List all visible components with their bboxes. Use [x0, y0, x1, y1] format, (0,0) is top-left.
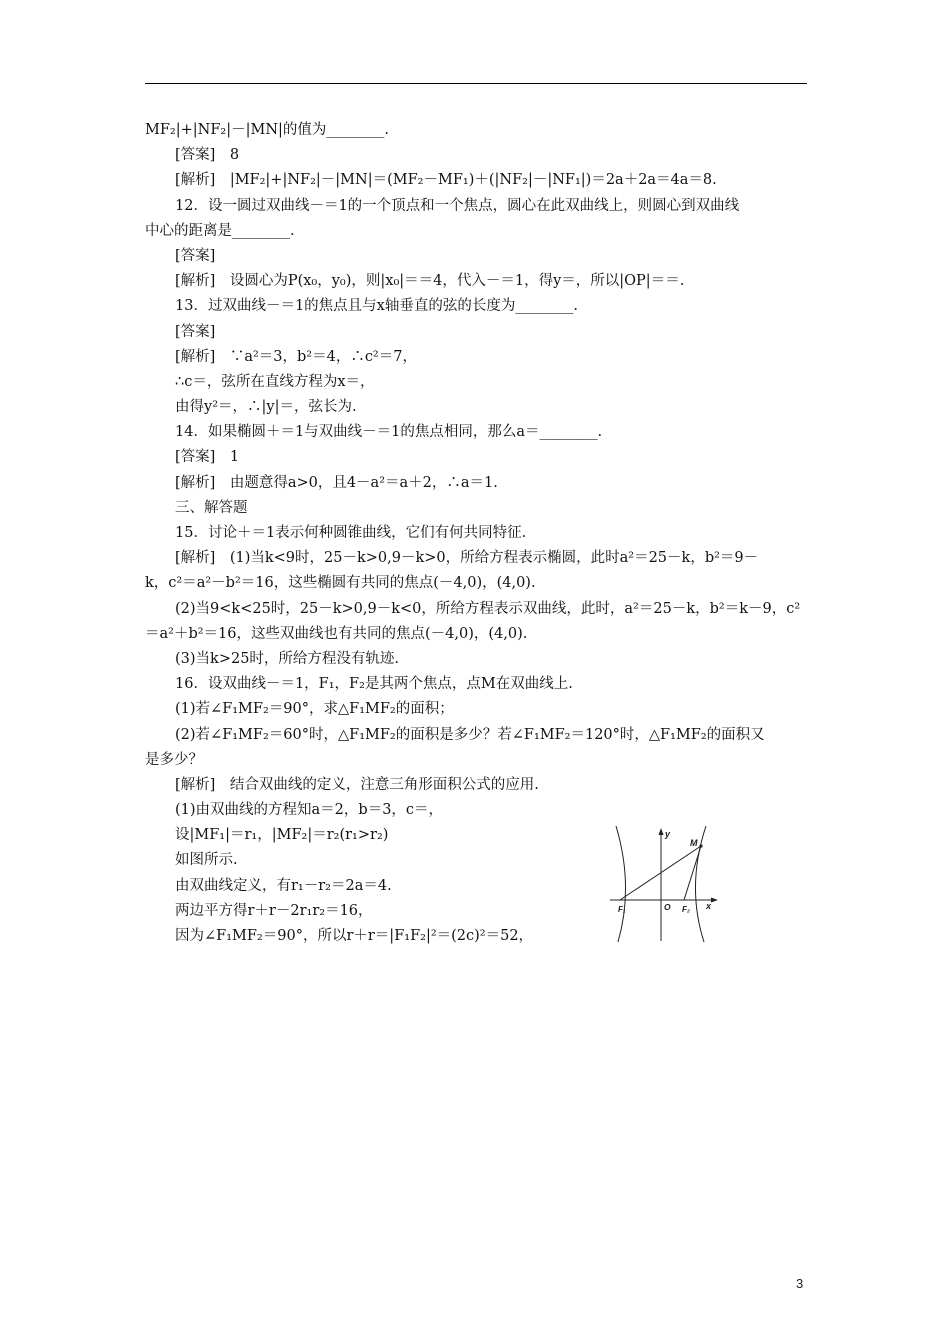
header-rule [145, 83, 807, 84]
label-y: y [665, 829, 671, 839]
text-line: 14．如果椭圆＋＝1与双曲线－＝1的焦点相同，那么a＝________. [175, 424, 603, 441]
label-f2: F₂ [682, 905, 690, 914]
text-line: [解析] (1)当k<9时，25－k>0,9－k>0，所给方程表示椭圆，此时a²＝25－k，b²＝9－ [175, 550, 759, 567]
text-line: [解析] ∵a²＝3，b²＝4，∴c²＝7， [175, 348, 417, 365]
text-line: [解析] 由题意得a>0，且4－a²＝a＋2，∴a＝1. [175, 474, 498, 491]
text-line: (1)若∠F₁MF₂＝90°，求△F₁MF₂的面积； [175, 701, 454, 718]
hyperbola-left-branch [616, 826, 626, 942]
text-line: MF₂|+|NF₂|－|MN|的值为________. [145, 122, 390, 138]
label-x: x [706, 901, 712, 911]
text-line: [答案] 8 [175, 147, 240, 164]
text-line: 两边平方得r＋r－2r₁r₂＝16， [175, 902, 373, 919]
label-m: M [690, 838, 698, 848]
text-line: 中心的距离是________. [145, 222, 295, 239]
text-line: 因为∠F₁MF₂＝90°，所以r＋r＝|F₁F₂|²＝(2c)²＝52， [175, 928, 534, 944]
text-line: ＝a²＋b²＝16，这些双曲线也有共同的焦点(－4,0)，(4,0). [145, 625, 528, 642]
text-line: [答案] [175, 247, 216, 264]
text-line: [答案] [175, 323, 216, 340]
label-o: O [664, 902, 671, 912]
x-axis-arrow-icon [711, 898, 718, 903]
text-line: 由得y²＝，∴|y|＝，弦长为. [175, 399, 357, 416]
point-m [699, 844, 702, 847]
text-line: (1)由双曲线的方程知a＝2，b＝3，c＝， [175, 802, 444, 819]
segment-f2-m [684, 846, 701, 900]
text-line: 13．过双曲线－＝1的焦点且与x轴垂直的弦的长度为________. [175, 298, 578, 315]
text-line: [解析] 结合双曲线的定义，注意三角形面积公式的应用. [175, 776, 539, 793]
text-line: 15．讨论＋＝1表示何种圆锥曲线，它们有何共同特征. [175, 525, 527, 541]
y-axis-arrow-icon [659, 828, 664, 835]
text-line: 三、解答题 [175, 499, 248, 516]
page-number: 3 [796, 1276, 804, 1291]
text-line: 由双曲线定义，有r₁－r₂＝2a＝4. [175, 877, 392, 894]
text-line: 如图所示. [175, 852, 238, 869]
text-line: 12．设一圆过双曲线－＝1的一个顶点和一个焦点，圆心在此双曲线上，则圆心到双曲线 [175, 197, 740, 214]
text-line: [解析] 设圆心为P(x₀，y₀)，则|x₀|＝＝4，代入－＝1，得y＝，所以|OP|＝＝. [175, 273, 685, 290]
text-line: ∴c＝，弦所在直线方程为x＝， [175, 373, 375, 390]
text-line: k，c²＝a²－b²＝16，这些椭圆有共同的焦点(－4,0)，(4,0). [145, 575, 536, 592]
label-f1: F₁ [618, 905, 626, 914]
text-line: 设|MF₁|＝r₁，|MF₂|＝r₂(r₁>r₂) [175, 827, 389, 844]
text-line: 16．设双曲线－＝1，F₁，F₂是其两个焦点，点M在双曲线上. [175, 676, 573, 693]
text-line: [答案] 1 [175, 449, 240, 466]
text-line: [解析] |MF₂|+|NF₂|－|MN|＝(MF₂－MF₁)＋(|NF₂|－|NF₁|)＝2a＋2a＝4a＝8. [175, 172, 717, 189]
hyperbola-figure [606, 826, 726, 944]
document-body [145, 118, 810, 949]
text-line: (2)若∠F₁MF₂＝60°时，△F₁MF₂的面积是多少？若∠F₁MF₂＝120°时，△F₁MF₂的面积又 [175, 726, 765, 743]
text-line: 是多少？ [145, 751, 203, 768]
text-line: (2)当9<k<25时，25－k>0,9－k<0，所给方程表示双曲线，此时，a²＝25－k，b²＝k－9，c² [175, 600, 801, 617]
text-line: (3)当k>25时，所给方程没有轨迹. [175, 650, 400, 667]
